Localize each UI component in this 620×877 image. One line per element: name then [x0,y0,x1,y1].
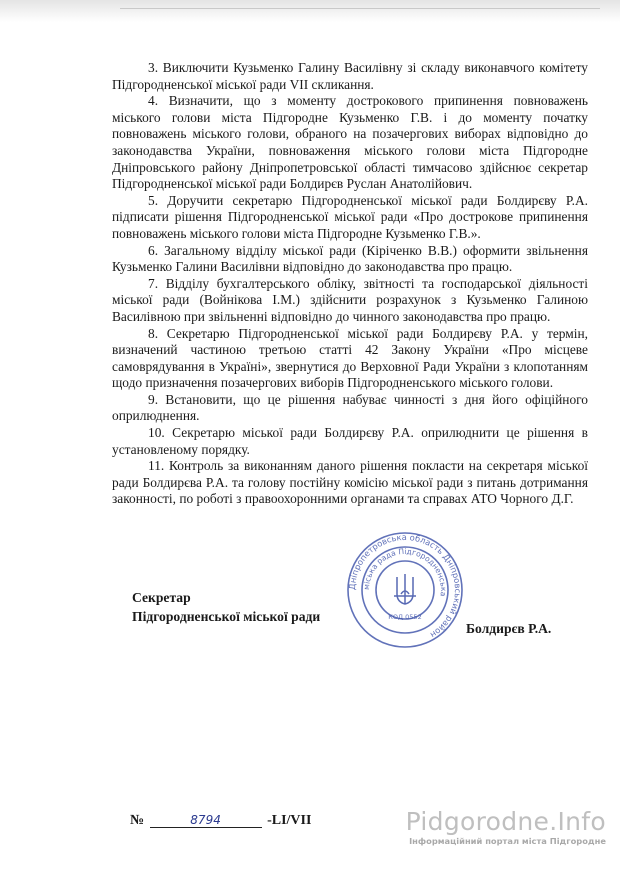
watermark-tagline: Інформаційний портал міста Підгородне [409,836,606,846]
seal-outer-text: Дніпропетровська область Дніпровський район [346,531,464,641]
signature-block [132,588,572,636]
paragraph-7: 7. Відділу бухгалтерського обліку, звітності та господарської діяльності міської ради (Войнікова І.М.) здійснити розрахунок з Кузьменко Галиною Василівною при звільненні відповідно до чинного законодавства про працю. [112,275,588,324]
site-watermark [406,808,606,846]
paragraph-11: 11. Контроль за виконанням даного рішення покласти на секретаря міської ради Болдирєва Р.А. та голову постійну комісію міської ради з питань дотримання законності, по роботі з правоохоронними органами та справах АТО Чорного Д.Г. [112,458,588,507]
paragraph-9: 9. Встановити, що це рішення набуває чинності з дня його офіційного оприлюднення. [112,391,588,424]
signatory-name: Болдирєв Р.А. [466,621,552,636]
handwritten-number: 8794 [150,813,262,828]
scan-edge-shadow [0,0,620,22]
paragraph-4: 4. Визначити, що з моменту дострокового припинення повноважень міського голови міста Підгородне Кузьменко Г.В. і до моменту початку повноважень міського голови, обраного на позачергових виборах відповідно до законодавства України, повноваження міського голови міста Підгородне Дніпровського району Дніпропетровської області тимчасово здійснює секретар Підгородненської міської ради Болдирєв Руслан Анатолійович. [112,93,588,192]
paragraph-5: 5. Доручити секретарю Підгородненської міської ради Болдирєву Р.А. підписати рішення Підгородненської міської ради «Про дострокове припинення повноважень міського голови міста Підгородне Кузьменко Г.В.». [112,192,588,241]
paragraph-10: 10. Секретарю міської ради Болдирєву Р.А. оприлюднити це рішення в установленому порядку. [112,425,588,457]
seal-inner-text: міська рада Підгородненська [361,546,449,597]
number-sign: № [130,813,145,828]
seal-code: КОД 0552 [388,613,422,621]
number-suffix: -LI/VII [267,813,312,828]
paragraph-6: 6. Загальному відділу міської ради (Кіріченко В.В.) оформити звільнення Кузьменко Галини Василівни відповідно до законодавства про працю. [112,242,588,275]
decision-number [130,813,311,829]
signatory-title: Секретар [132,590,191,605]
watermark-logo: Pidgorodne.Info [405,807,606,836]
signatory-council: Підгородненської міської ради [132,609,321,624]
paragraph-3: 3. Виключити Кузьменко Галину Василівну зі складу виконавчого комітету Підгородненської міської ради VII скликання. [112,60,588,92]
paragraph-8: 8. Секретарю Підгородненської міської ради Болдирєву Р.А. у термін, визначений частиною третьою статті 42 Закону України «Про місцеве самоврядування в Україні», звернутися до Верховної Ради України з клопотанням щодо призначення позачергових виборів Підгородненського міського голови. [112,325,588,391]
decision-body [112,60,588,508]
